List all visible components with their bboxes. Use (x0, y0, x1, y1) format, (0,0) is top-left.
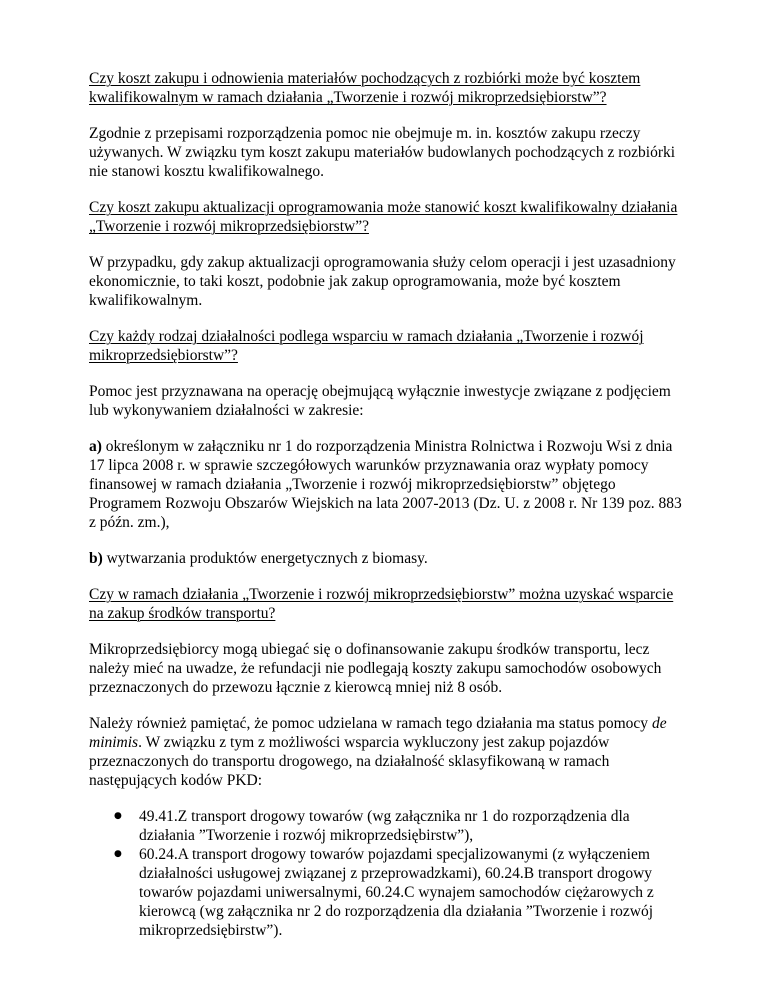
answer-1: Zgodnie z przepisami rozporządzenia pomoc nie obejmuje m. in. kosztów zakupu rzeczy używanych. W związku tym koszt zakupu materiałów budowlanych pochodzących z rozbiórki nie stanowi kosztu kwalifikowalnego. (89, 125, 676, 180)
list-item (89, 845, 689, 940)
question-2: Czy koszt zakupu aktualizacji oprogramowania może stanowić koszt kwalifikowalny działania „Tworzenie i rozwój mikroprzedsiębiorstw”? (89, 199, 678, 235)
list-item-text: 60.24.A transport drogowy towarów pojazdami specjalizowanymi (z wyłączeniem działalności usługowej związanej z przeprowadzkami), 60.24.B transport drogowy towarów pojazdami uniwersalnymi, 60.24.C wynajem samochodów ciężarowych z kierowcą (wg załącznika nr 2 do rozporządzenia dla działania ”Tworzenie i rozwój mikroprzedsiębirstw”). (139, 846, 654, 939)
question-1: Czy koszt zakupu i odnowienia materiałów pochodzących z rozbiórki może być kosztem kwalifikowalnym w ramach działania „Tworzenie i rozwój mikroprzedsiębiorstw”? (89, 70, 641, 106)
answer-3: Pomoc jest przyznawana na operację obejmującą wyłącznie inwestycje związane z podjęciem lub wykonywaniem działalności w zakresie: (89, 383, 671, 419)
item-a-text: określonym w załączniku nr 1 do rozporządzenia Ministra Rolnictwa i Rozwoju Wsi z dnia 17 lipca 2008 r. w sprawie szczegółowych warunków przyznawania oraz wypłaty pomocy finansowej w ramach działania „Tworzenie i rozwój mikroprzedsiębiorstw” objętego Programem Rozwoju Obszarów Wiejskich na lata 2007-2013 (Dz. U. z 2008 r. Nr 139 poz. 883 z późn. zm.), (89, 438, 682, 531)
list-item (89, 807, 689, 845)
list-item-text: 49.41.Z transport drogowy towarów (wg załącznika nr 1 do rozporządzenia dla działania ”Tworzenie i rozwój mikroprzedsiębirstw”), (139, 808, 630, 844)
answer-5-post: . W związku z tym z możliwości wsparcia wykluczony jest zakup pojazdów przeznaczonych do transportu drogowego, na działalność sklasyfikowaną w ramach następujących kodów PKD: (89, 734, 610, 789)
answer-5 (89, 714, 689, 790)
answer-5-pre: Należy również pamiętać, że pomoc udzielana w ramach tego działania ma status pomocy (89, 715, 652, 732)
item-b-text: wytwarzania produktów energetycznych z biomasy. (106, 550, 428, 567)
bullet-icon: ● (114, 849, 122, 859)
answer-3-item-b (89, 549, 689, 568)
answer-2: W przypadku, gdy zakup aktualizacji oprogramowania służy celom operacji i jest uzasadniony ekonomicznie, to taki koszt, podobnie jak zakup oprogramowania, może być kosztem kwalifikowalnym. (89, 254, 676, 309)
item-a-label: a) (89, 438, 102, 455)
pkd-list (89, 807, 689, 940)
document-page (89, 69, 689, 940)
answer-5-emphasis: de minimis (89, 715, 667, 751)
item-b-label: b) (89, 550, 103, 567)
answer-4: Mikroprzedsiębiorcy mogą ubiegać się o dofinansowanie zakupu środków transportu, lecz należy mieć na uwadze, że refundacji nie podlegają koszty zakupu samochodów osobowych przeznaczonych do przewozu łącznie z kierowcą mniej niż 8 osób. (89, 641, 662, 696)
question-4: Czy w ramach działania „Tworzenie i rozwój mikroprzedsiębiorstw” można uzyskać wsparcie na zakup środków transportu? (89, 586, 674, 622)
answer-3-item-a (89, 437, 689, 532)
question-3: Czy każdy rodzaj działalności podlega wsparciu w ramach działania „Tworzenie i rozwój mikroprzedsiębiorstw”? (89, 328, 644, 364)
bullet-icon: ● (114, 811, 122, 821)
